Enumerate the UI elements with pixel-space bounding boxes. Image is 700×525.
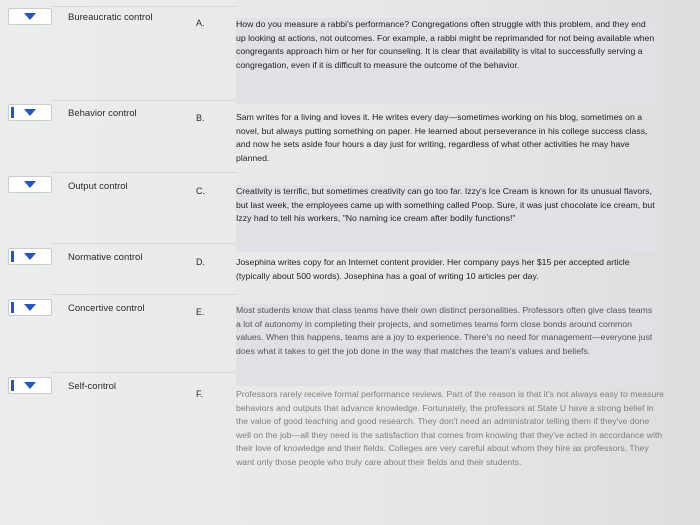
option-letter: F. (196, 389, 204, 399)
term-label: Self-control (68, 381, 117, 392)
focus-indicator-icon (11, 107, 14, 118)
match-select-1[interactable] (8, 8, 52, 25)
term-label: Bureaucratic control (68, 12, 153, 23)
chevron-down-icon (24, 181, 36, 188)
description-b: Sam writes for a living and loves it. He writes every day—sometimes working on his blog, sometimes on a novel, but always putting something on paper. He learned about perseverance in his college success class, and now he sets aside four hours a day just for writing, regardless of what other activities he may have planned. (236, 112, 648, 163)
description-f: Professors rarely receive formal performance reviews. Part of the reason is that it's not always easy to measure behaviors and outputs that advance knowledge. Fortunately, the professors at State U have a strong belief in the value of good teaching and good research. They don't need an administrator telling them if they've done well on the job—all they need is the satisfaction that comes from knowing that they've acted in accordance with their love of knowledge and their fields. Colleges are very careful about whom they hire as professors. They want only those people who truly care about their fields and their students. (236, 389, 665, 467)
match-select-4[interactable] (8, 248, 52, 265)
match-select-2[interactable] (8, 104, 52, 121)
chevron-down-icon (24, 382, 36, 389)
match-select-6[interactable] (8, 377, 52, 394)
chevron-down-icon (24, 304, 36, 311)
description-d: Josephina writes copy for an Internet content provider. Her company pays her $15 per accepted article (typically about 500 words). Josephina has a goal of writing 10 articles per day. (236, 257, 630, 281)
option-letter: A. (196, 18, 205, 28)
row-separator (52, 6, 238, 7)
term-label: Concertive control (68, 303, 145, 314)
description-e: Most students know that class teams have their own distinct personalities. Professors often give class teams a lot of autonomy in completing their projects, and sometimes teams form close bonds around common values. When this happens, teams are a joy to experience. There's no need for management—everyone just does what it takes to get the job done in the way that matches the team's values and beliefs. (236, 304, 656, 386)
match-select-3[interactable] (8, 176, 52, 193)
match-select-5[interactable] (8, 299, 52, 316)
option-letter: C. (196, 186, 205, 196)
row-separator (52, 294, 238, 295)
term-label: Normative control (68, 252, 143, 263)
term-label: Output control (68, 181, 128, 192)
row-separator (52, 100, 238, 101)
term-label: Behavior control (68, 108, 137, 119)
chevron-down-icon (24, 109, 36, 116)
chevron-down-icon (24, 253, 36, 260)
row-separator (52, 172, 238, 173)
option-letter: B. (196, 113, 205, 123)
focus-indicator-icon (11, 380, 14, 391)
option-letter: D. (196, 257, 205, 267)
chevron-down-icon (24, 13, 36, 20)
row-separator (52, 243, 238, 244)
row-separator (52, 372, 238, 373)
description-c: Creativity is terrific, but sometimes creativity can go too far. Izzy's Ice Cream is known for its unusual flavors, but last week, the employees came up with something called Poop. Sure, it was just chocolate ice cream, but Izzy had to tell his workers, "No naming ice cream after bodily functions!" (236, 185, 656, 252)
description-a: How do you measure a rabbi's performance? Congregations often struggle with this problem, and they end up looking at actions, not outcomes. For example, a rabbi might be reprimanded for not being available when congregants approach him or her for counseling. It is clear that availability is vital to successfully serving a congregation, even if it is difficult to measure the outcome of the behavior. (236, 18, 656, 104)
focus-indicator-icon (11, 251, 14, 262)
option-letter: E. (196, 307, 205, 317)
focus-indicator-icon (11, 302, 14, 313)
